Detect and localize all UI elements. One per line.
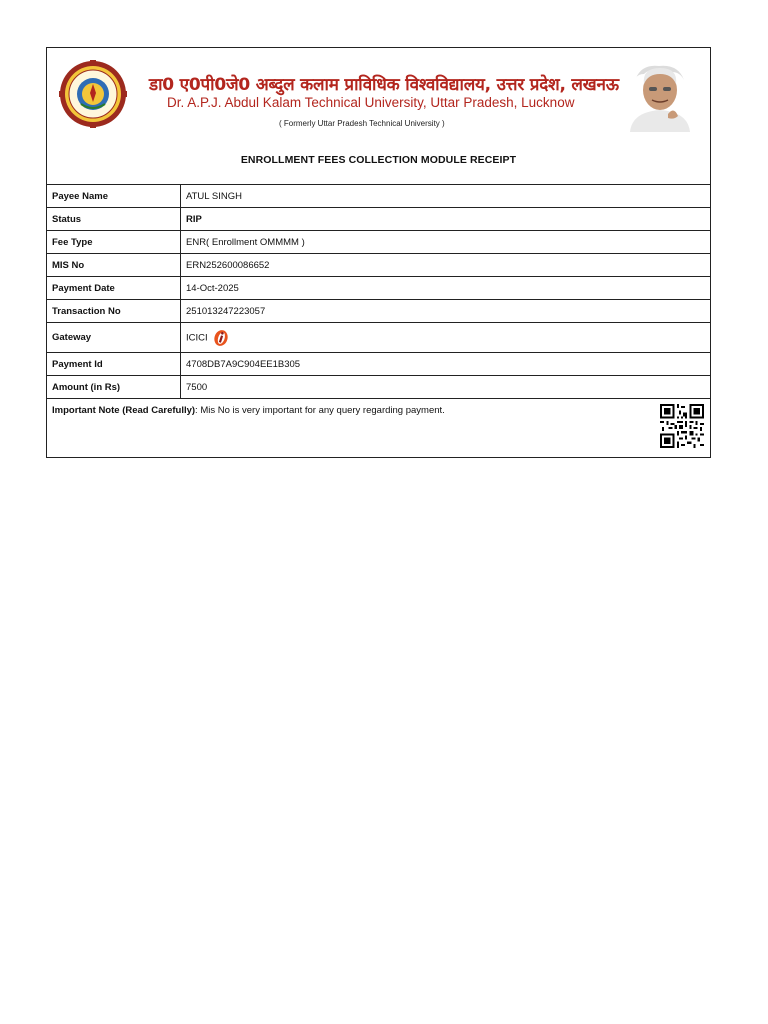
payment-date-label: Payment Date: [47, 277, 181, 300]
amount-label: Amount (in Rs): [47, 376, 181, 399]
table-row: [47, 231, 710, 254]
table-row: [47, 254, 710, 277]
payment-date-value: 14-Oct-2025: [181, 277, 711, 300]
university-title-english: Dr. A.P.J. Abdul Kalam Technical University, Uttar Pradesh, Lucknow: [167, 95, 575, 110]
table-row: [47, 323, 710, 353]
university-subtitle: ( Formerly Uttar Pradesh Technical University ): [279, 119, 445, 128]
mis-no-value: ERN252600086652: [181, 254, 711, 277]
amount-value: 7500: [181, 376, 711, 399]
transaction-no-value: 251013247223057: [181, 300, 711, 323]
table-row: [47, 208, 710, 231]
fee-type-label: Fee Type: [47, 231, 181, 254]
status-label: Status: [47, 208, 181, 231]
qr-code-icon: [660, 404, 704, 448]
table-row: [47, 353, 710, 376]
receipt-details-table: [47, 185, 710, 399]
payee-name-label: Payee Name: [47, 185, 181, 208]
portrait-photo: [622, 58, 696, 132]
important-note: [47, 399, 710, 457]
table-row: [47, 185, 710, 208]
table-row: [47, 376, 710, 399]
university-title-hindi: डा0 ए0पी0जे0 अब्दुल कलाम प्राविधिक विश्वविद्यालय, उत्तर प्रदेश, लखनऊ: [149, 75, 619, 95]
receipt-header: [47, 48, 710, 185]
gateway-label: Gateway: [47, 323, 181, 353]
important-note-label: Important Note (Read Carefully): [52, 405, 196, 416]
university-seal-icon: [59, 60, 127, 128]
table-row: [47, 277, 710, 300]
payee-name-value: ATUL SINGH: [181, 185, 711, 208]
gateway-cell: [181, 323, 711, 353]
icici-logo-icon: [213, 329, 229, 347]
mis-no-label: MIS No: [47, 254, 181, 277]
transaction-no-label: Transaction No: [47, 300, 181, 323]
table-row: [47, 300, 710, 323]
fee-type-value: ENR( Enrollment OMMMM ): [181, 231, 711, 254]
receipt-title: ENROLLMENT FEES COLLECTION MODULE RECEIPT: [240, 154, 517, 166]
payment-id-value: 4708DB7A9C904EE1B305: [181, 353, 711, 376]
important-note-text: : Mis No is very important for any query regarding payment.: [195, 405, 445, 416]
payment-id-label: Payment Id: [47, 353, 181, 376]
status-value: RIP: [181, 208, 711, 231]
receipt: [46, 47, 711, 458]
gateway-value: ICICI: [186, 332, 208, 344]
